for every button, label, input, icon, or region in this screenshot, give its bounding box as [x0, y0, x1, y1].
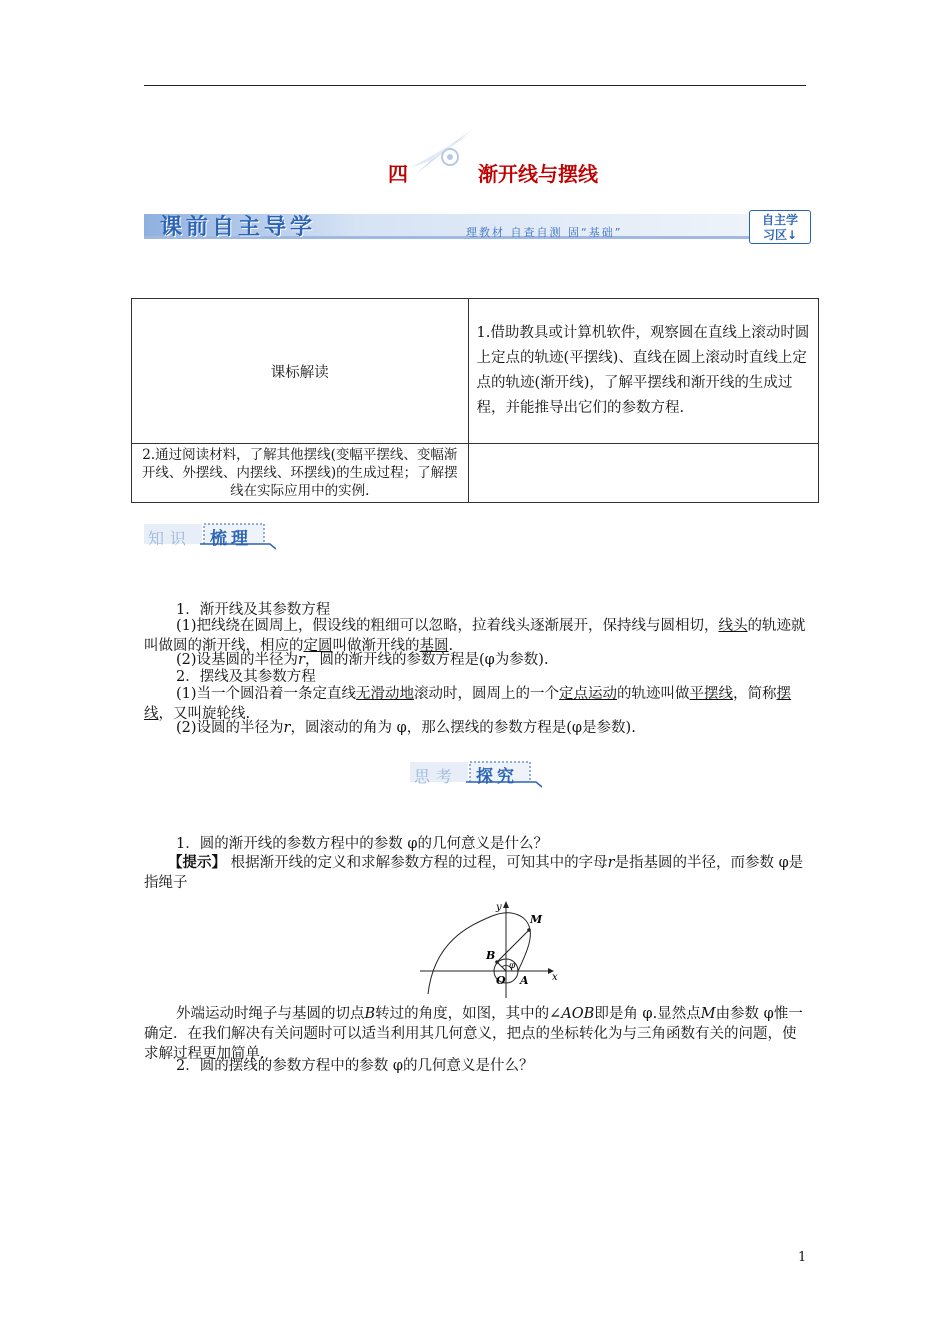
- point-B: B: [364, 1006, 376, 1022]
- knowledge-heading-2: 2．摆线及其参数方程: [176, 669, 316, 685]
- page-number: 1: [798, 1250, 807, 1265]
- badge-line-1: 自主学: [761, 213, 798, 227]
- underlined-term: 定圆: [303, 638, 333, 654]
- text: (2)设圆的半径为: [176, 720, 284, 736]
- variable-r: r: [298, 652, 305, 668]
- text: (2)设基圆的半径为: [176, 652, 299, 668]
- underlined-term: 线头: [718, 618, 748, 634]
- section-subtitle: 理教材 自查自测 固“基础”: [466, 226, 623, 239]
- text: (1)当一个圆沿着一条定直线: [176, 686, 357, 702]
- label-B: B: [486, 949, 496, 962]
- text: 即是角 φ.显然点: [594, 1006, 701, 1022]
- hint-paragraph: [144, 853, 806, 893]
- heading-bold-text: 探究: [476, 767, 518, 787]
- axis-label-y: y: [496, 902, 502, 913]
- text: ，圆滚动的角为 φ，那么摆线的参数方程是(φ是参数).: [290, 720, 636, 736]
- variable-r: r: [607, 855, 615, 871]
- header-rule: [144, 85, 806, 86]
- curriculum-table: [131, 298, 819, 503]
- question-1: 1．圆的渐开线的参数方程中的参数 φ的几何意义是什么？: [176, 836, 548, 852]
- self-study-badge: [749, 210, 811, 244]
- axis-label-x: x: [552, 972, 558, 983]
- text: 叫做渐开线的: [332, 638, 420, 654]
- text: 根据渐开线的定义和求解参数方程的过程，可知其中的字母: [226, 855, 608, 871]
- underlined-term: 无滑动地: [356, 686, 415, 702]
- table-cell-text: 1.借助教具或计算机软件，观察圆在直线上滚动时圆上定点的轨迹(平摆线)、直线在圆上滚动时直线上定点的轨迹(渐开线)，了解平摆线和渐开线的生成过程，并能推导出它们的参数方程.: [468, 299, 818, 444]
- text: 的轨迹叫做: [617, 686, 690, 702]
- text: ，简称: [733, 686, 777, 702]
- table-cell-empty: [468, 444, 818, 503]
- underlined-term: 平摆线: [689, 686, 734, 702]
- underlined-term: 基圆: [419, 638, 449, 654]
- heading-bold-text: 梳理: [210, 529, 252, 549]
- question-2: 2．圆的摆线的参数方程中的参数 φ的几何意义是什么？: [176, 1058, 534, 1074]
- heading-plain-text: 知识: [148, 529, 193, 548]
- knowledge-heading-1: 1．渐开线及其参数方程: [176, 602, 331, 618]
- heading-knowledge: [144, 522, 276, 548]
- point-M: M: [700, 1006, 716, 1022]
- text: ，又叫旋轮线.: [158, 706, 251, 722]
- text: 的轨迹就叫做圆的渐开线，相应的: [144, 618, 806, 654]
- underlined-term: 定点运动: [559, 686, 618, 702]
- knowledge-paragraph-4: [144, 718, 806, 738]
- label-M: M: [530, 913, 543, 926]
- hint-label: 【提示】: [168, 854, 226, 871]
- chapter-title: 渐开线与摆线: [478, 162, 598, 186]
- hint-continuation: [144, 1004, 806, 1064]
- table-cell-text: 2.通过阅读材料，了解其他摆线(变幅平摆线、变幅渐开线、外摆线、内摆线、环摆线)的生成过程；了解摆线在实际应用中的实例.: [132, 444, 469, 503]
- text: 转过的角度，如图，其中的∠: [375, 1006, 562, 1022]
- text: 滚动时，圆周上的一个: [414, 686, 560, 702]
- text: .: [448, 638, 454, 654]
- variable-r: r: [283, 720, 291, 736]
- text: 是指基圆的半径，而参数 φ是指绳子: [144, 855, 804, 891]
- text: 外端运动时绳子与基圆的切点: [176, 1006, 365, 1022]
- label-O: O: [496, 974, 506, 987]
- label-A: A: [520, 974, 529, 987]
- heading-plain-text: 思考: [414, 767, 459, 786]
- involute-figure: [420, 898, 570, 1000]
- text: ，圆的渐开线的参数方程是(φ为参数).: [304, 652, 549, 668]
- chapter-number: 四: [388, 162, 408, 186]
- underlined-term: 摆线: [144, 686, 792, 722]
- table-row: [132, 444, 819, 503]
- text: (1)把线绕在圆周上，假设线的粗细可以忽略，拉着线头逐渐展开，保持线与圆相切，: [176, 618, 719, 634]
- label-phi: φ: [509, 961, 516, 971]
- badge-line-2: 习区↓: [762, 228, 798, 242]
- text: 由参数 φ惟一确定．在我们解决有关问题时可以适当利用其几何意义，把点的坐标转化为与三角函数有关的问题，使求解过程更加简单.: [144, 1006, 803, 1062]
- section-title: 课前自主导学: [160, 215, 317, 240]
- table-row: [132, 299, 819, 444]
- table-cell-label: 课标解读: [132, 299, 469, 444]
- heading-explore: [410, 760, 542, 786]
- chapter-decoration-icon: [408, 124, 478, 180]
- angle-AOB: AOB: [561, 1006, 595, 1022]
